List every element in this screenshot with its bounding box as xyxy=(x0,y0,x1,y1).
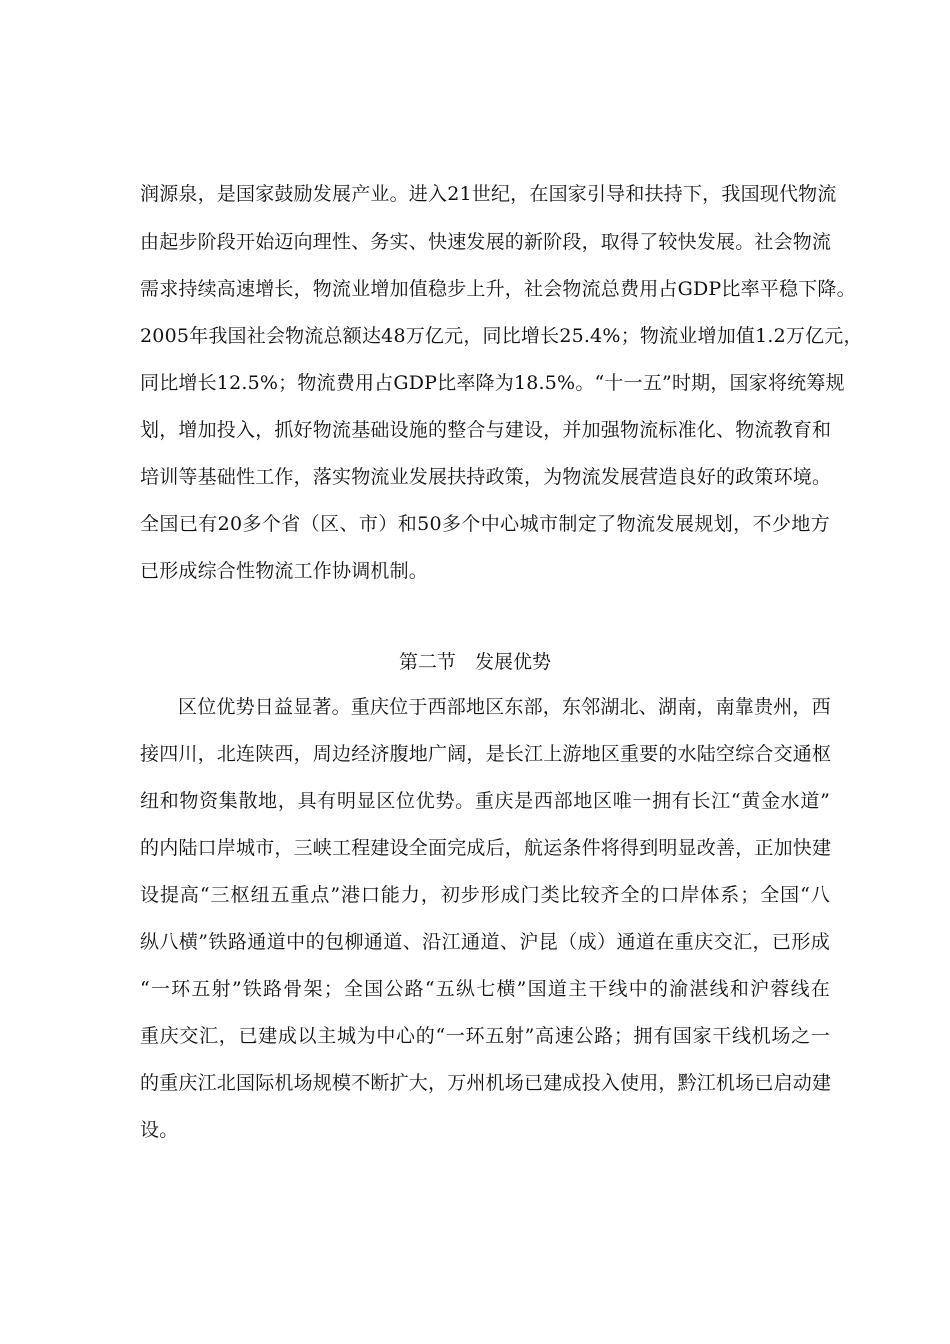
paragraph-line: 纽和物资集散地，具有明显区位优势。重庆是西部地区唯一拥有长江“黄金水道” xyxy=(140,790,830,812)
paragraph-line: 已形成综合性物流工作协调机制。 xyxy=(140,560,429,582)
paragraph-line: 同比增长12.5%；物流费用占GDP比率降为18.5%。“十一五”时期，国家将统筹规 xyxy=(140,372,845,394)
paragraph-line: 纵八横”铁路通道中的包柳通道、沿江通道、沪昆（成）通道在重庆交汇，已形成 xyxy=(140,931,830,953)
paragraph-line: 的重庆江北国际机场规模不断扩大，万州机场已建成投入使用，黔江机场已启动建 xyxy=(140,1072,832,1094)
paragraph-line: 划，增加投入，抓好物流基础设施的整合与建设，并加强物流标准化、物流教育和 xyxy=(140,419,832,441)
paragraph-line: 全国已有20多个省（区、市）和50多个中心城市制定了物流发展规划，不少地方 xyxy=(140,513,830,535)
paragraph-line: 2005年我国社会物流总额达48万亿元，同比增长25.4%；物流业增加值1.2万亿元， xyxy=(140,325,863,347)
paragraph-line: 设。 xyxy=(140,1119,179,1141)
section-heading: 第二节 发展优势 xyxy=(398,651,551,673)
paragraph-line: 重庆交汇，已建成以主城为中心的“一环五射”高速公路；拥有国家干线机场之一 xyxy=(140,1025,830,1047)
paragraph-line: 由起步阶段开始迈向理性、务实、快速发展的新阶段，取得了较快发展。社会物流 xyxy=(140,231,832,253)
paragraph-line: 培训等基础性工作，落实物流业发展扶持政策，为物流发展营造良好的政策环境。 xyxy=(140,466,832,488)
paragraph-line: 需求持续高速增长，物流业增加值稳步上升，社会物流总费用占GDP比率平稳下降。 xyxy=(140,278,856,300)
paragraph-line: “一环五射”铁路骨架；全国公路“五纵七横”国道主干线中的渝湛线和沪蓉线在 xyxy=(140,978,830,1000)
paragraph-line: 接四川，北连陕西，周边经济腹地广阔，是长江上游地区重要的水陆空综合交通枢 xyxy=(140,743,832,765)
paragraph-line: 的内陆口岸城市，三峡工程建设全面完成后，航运条件将得到明显改善，正加快建 xyxy=(140,837,832,859)
paragraph-line: 区位优势日益显著。重庆位于西部地区东部，东邻湖北、湖南，南靠贵州，西 xyxy=(178,696,831,718)
paragraph-line: 润源泉，是国家鼓励发展产业。进入21世纪，在国家引导和扶持下，我国现代物流 xyxy=(140,183,837,205)
paragraph-line: 设提高“三枢纽五重点”港口能力，初步形成门类比较齐全的口岸体系；全国“八 xyxy=(140,884,830,906)
